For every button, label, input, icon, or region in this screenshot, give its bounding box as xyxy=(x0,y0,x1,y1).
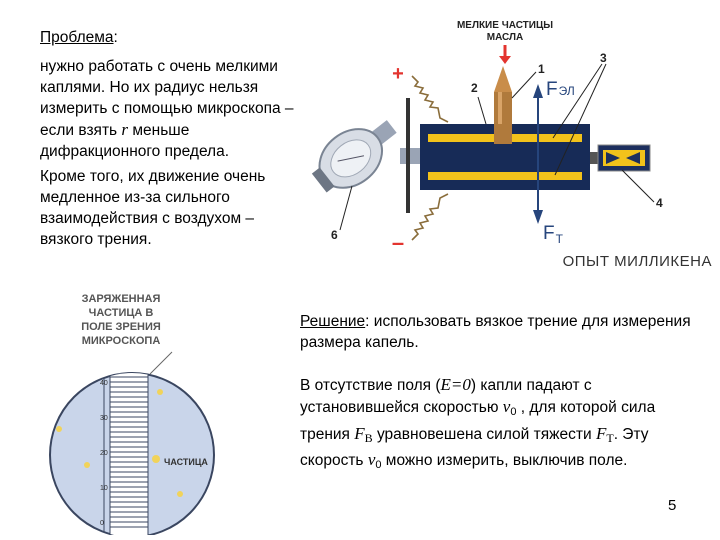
problem-block xyxy=(40,27,300,250)
particle-bg-3 xyxy=(84,462,90,468)
problem-paragraph-2: Кроме того, их движение очень медленное из-за сильного взаимодействия с воздухом – вязкого трения. xyxy=(40,168,266,248)
velocity-symbol-2: v xyxy=(367,450,376,469)
particle-bg-1 xyxy=(157,389,163,395)
particle-bg-4 xyxy=(177,491,183,497)
millikan-apparatus-diagram xyxy=(295,8,720,283)
fov-title-2: ЧАСТИЦА В xyxy=(88,307,154,319)
minus-sign: – xyxy=(391,230,405,255)
apparatus-caption: ОПЫТ МИЛЛИКЕНА xyxy=(562,253,712,270)
oil-particles-label-2: МАСЛА xyxy=(486,32,524,43)
page-number: 5 xyxy=(668,497,677,514)
light-source-lamp xyxy=(303,106,408,204)
field-zero-formula: E=0 xyxy=(440,375,471,394)
gravity-force-symbol: F xyxy=(595,424,607,443)
fov-pointer-line xyxy=(150,352,172,374)
microscope-tube xyxy=(590,145,650,171)
leader-6 xyxy=(340,186,352,230)
radius-variable: r xyxy=(121,120,129,139)
upper-wire-spring xyxy=(412,76,448,122)
problem-heading: Проблема xyxy=(40,29,114,46)
solution-block xyxy=(300,311,700,476)
leader-1 xyxy=(512,72,536,98)
solution-heading: Решение xyxy=(300,313,366,330)
label-3: 3 xyxy=(600,51,607,65)
problem-paragraph-1: нужно работать с очень мелкими каплями. Но их радиус нельзя измерить с помощью микроскопа – если взять r меньше дифракционного предела. xyxy=(40,58,294,160)
friction-force-symbol: F xyxy=(354,424,365,443)
lower-wire-spring xyxy=(412,194,448,240)
label-2: 2 xyxy=(471,81,478,95)
fov-title-4: МИКРОСКОПА xyxy=(81,335,161,347)
gravity-force-label: $F_Т$ xyxy=(543,223,563,246)
label-1: 1 xyxy=(538,62,545,76)
particle-main xyxy=(152,455,160,463)
problem-heading-line: Проблема: xyxy=(40,29,118,46)
label-4: 4 xyxy=(656,196,663,210)
leader-4 xyxy=(622,170,654,202)
velocity-symbol: v xyxy=(502,397,511,416)
label-6: 6 xyxy=(331,228,338,242)
solution-paragraph-1: Решение: использовать вязкое трение для измерения размера капель. xyxy=(300,313,691,351)
shutter-plate xyxy=(406,98,410,213)
leader-2 xyxy=(478,97,486,124)
electric-force-label: FЭЛ xyxy=(546,79,575,100)
scale-label-10: 10 xyxy=(100,485,108,492)
solution-paragraph-2: В отсутствие поля (E=0) капли падают с установившейся скоростью $v_0$ , для которой сила трения FВ уравновешена силой тяжести FТ. Эту скорость $v_0$ можно измерить, выключив поле. xyxy=(300,375,656,471)
fov-title-3: ПОЛЕ ЗРЕНИЯ xyxy=(81,321,161,333)
fov-title-1: ЗАРЯЖЕННАЯ xyxy=(81,293,161,305)
particle-label: ЧАСТИЦА xyxy=(164,457,208,467)
particle-bg-2 xyxy=(56,426,62,432)
condenser-chamber xyxy=(420,124,590,190)
oil-drop-arrow xyxy=(499,45,511,64)
microscope-field-of-view xyxy=(40,285,225,535)
oil-particles-label: МЕЛКИЕ ЧАСТИЦЫ xyxy=(456,20,554,31)
plus-sign: + xyxy=(392,63,404,85)
scale-label-0: 0 xyxy=(100,520,104,527)
fov-scale-strip xyxy=(104,360,148,535)
scale-label-20: 20 xyxy=(100,450,108,457)
scale-label-30: 30 xyxy=(100,415,108,422)
scale-label-40: 40 xyxy=(100,380,108,387)
